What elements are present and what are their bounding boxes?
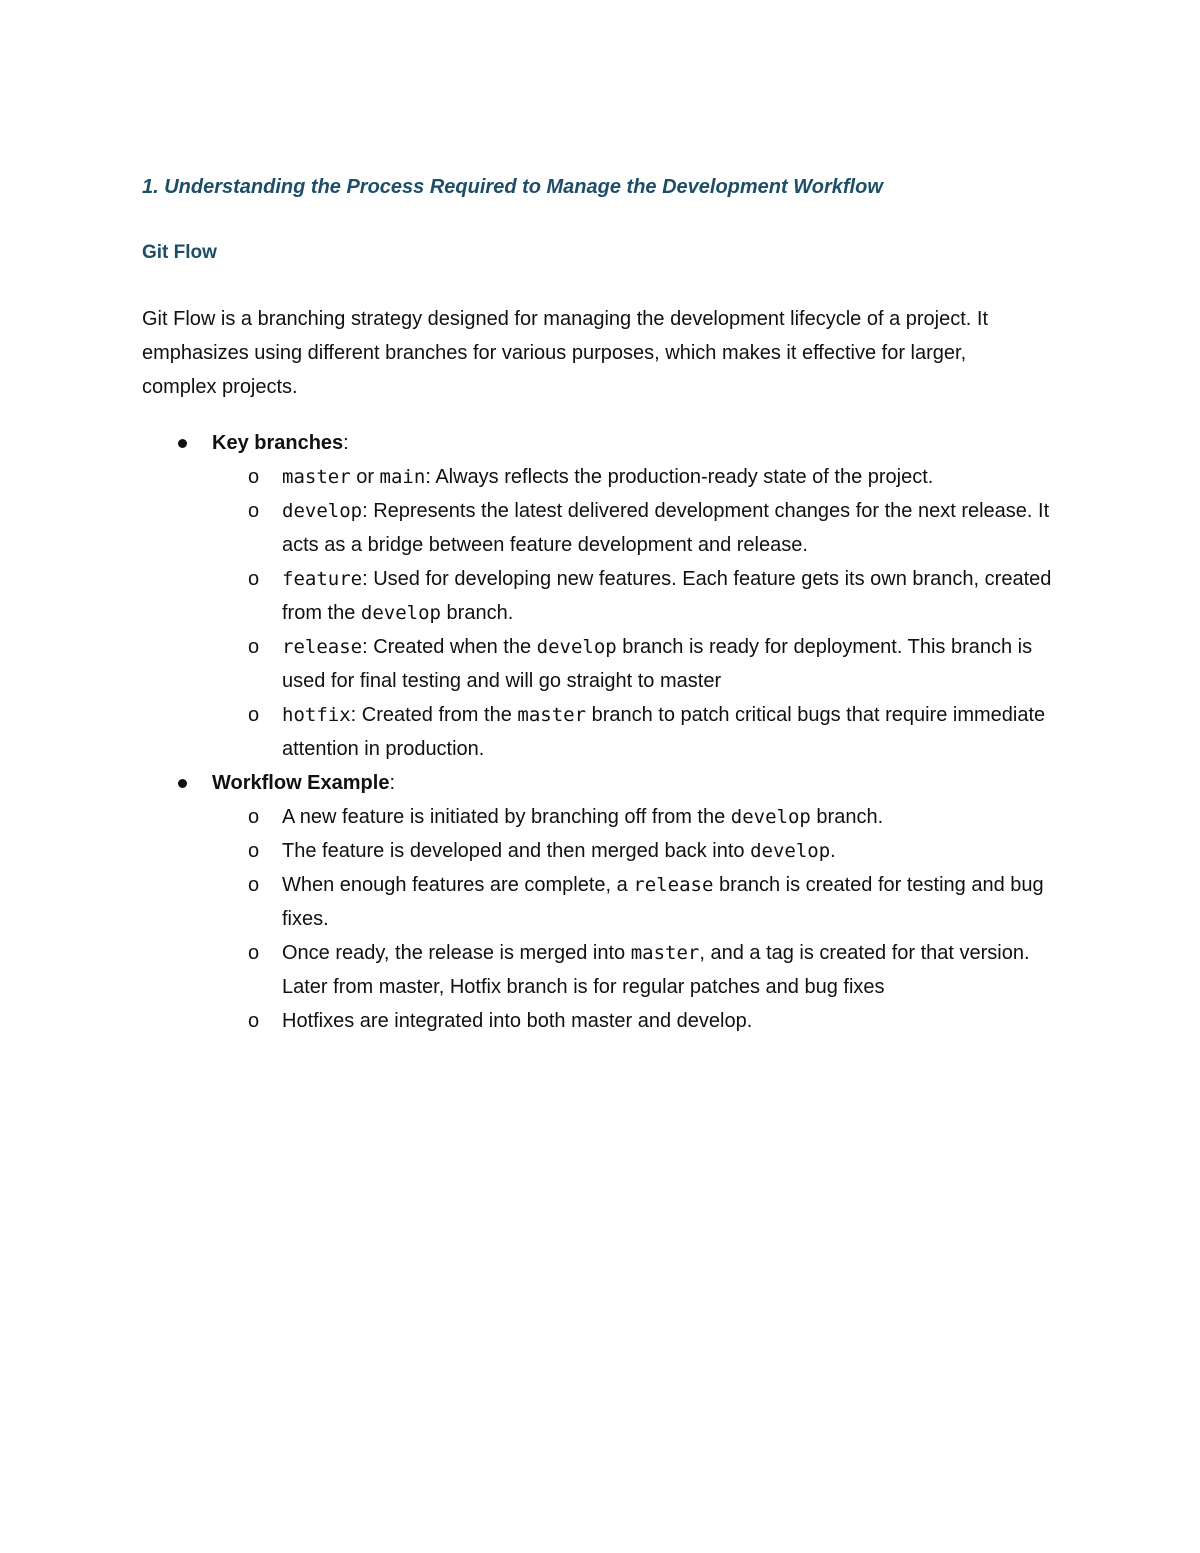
inline-code: hotfix	[282, 704, 351, 726]
item-text: or	[350, 466, 380, 488]
colon: :	[389, 772, 396, 794]
inline-code: develop	[750, 840, 831, 862]
sub-list-item	[212, 494, 1068, 562]
list-item	[142, 766, 1072, 1038]
intro-paragraph: Git Flow is a branching strategy designed for managing the development lifecycle of a project. It emphasizes using different branches for various purposes, which makes it effective for larger, complex projects.	[142, 308, 989, 398]
section-title: Git Flow	[142, 242, 217, 263]
hollow-bullet-icon: o	[248, 466, 260, 488]
item-text: Hotfixes are integrated into both master and develop.	[282, 1010, 753, 1032]
sub-list-item	[212, 868, 1068, 936]
sub-bullet-list	[212, 800, 1072, 1038]
inline-code: master	[630, 942, 700, 964]
hollow-bullet-icon: o	[248, 942, 260, 964]
sub-list-item	[212, 1004, 1068, 1038]
item-text: branch.	[441, 602, 514, 624]
item-text: A new feature is initiated by branching off from the	[282, 806, 731, 828]
inline-code: master	[517, 704, 587, 726]
hollow-bullet-icon: o	[248, 874, 260, 896]
inline-code: master	[282, 466, 351, 488]
colon: :	[343, 432, 349, 454]
inline-code: feature	[282, 568, 363, 590]
item-text: : Created from the	[350, 704, 518, 726]
item-text: branch is ready for deployment. This branch is used for final testing and will go straight to master	[282, 636, 1033, 692]
item-text: : Always reflects the production-ready state of the project.	[425, 466, 934, 488]
item-text: .	[830, 840, 836, 862]
list-item-title-text: Key branches	[212, 432, 344, 454]
inline-code: develop	[282, 500, 363, 522]
inline-code: develop	[730, 806, 811, 828]
list-item-title	[212, 766, 1072, 800]
document-body	[142, 170, 1072, 1038]
item-text: : Created when the	[362, 636, 537, 658]
sub-list-item	[212, 834, 1068, 868]
item-text: : Represents the latest delivered development changes for the next release. It acts as a bridge between feature development and release.	[282, 500, 1050, 556]
sub-list-item	[212, 800, 1068, 834]
sub-list-item	[212, 936, 1068, 1004]
inline-code: develop	[360, 602, 441, 624]
bullet-dot-icon	[178, 439, 187, 448]
inline-code: main	[379, 466, 426, 488]
hollow-bullet-icon: o	[248, 500, 260, 522]
list-item-title-text: Workflow Example	[212, 772, 390, 794]
hollow-bullet-icon: o	[248, 1010, 260, 1032]
item-text: branch is created for testing and bug fixes.	[282, 874, 1044, 930]
hollow-bullet-icon: o	[248, 568, 260, 590]
sub-bullet-list	[212, 460, 1072, 766]
hollow-bullet-icon: o	[248, 806, 260, 828]
item-text: When enough features are complete, a	[282, 874, 634, 896]
item-text: : Used for developing new features. Each feature gets its own branch, created from the	[282, 568, 1052, 624]
list-item	[142, 426, 1072, 766]
inline-code: develop	[536, 636, 617, 658]
item-text: The feature is developed and then merged back into	[282, 840, 751, 862]
item-text: , and a tag is created for that version. Later from master, Hotfix branch is for regular patches and bug fixes	[282, 942, 1030, 998]
document-heading: 1. Understanding the Process Required to Manage the Development Workflow	[142, 176, 883, 198]
item-text: Once ready, the release is merged into	[282, 942, 631, 964]
sub-list-item	[212, 562, 1068, 630]
hollow-bullet-icon: o	[248, 704, 260, 726]
sub-list-item	[212, 698, 1068, 766]
hollow-bullet-icon: o	[248, 636, 260, 658]
hollow-bullet-icon: o	[248, 840, 260, 862]
bullet-dot-icon	[178, 779, 187, 788]
sub-list-item	[212, 460, 1068, 494]
item-text: branch.	[810, 806, 884, 828]
item-text: branch to patch critical bugs that require immediate attention in production.	[282, 704, 1046, 760]
list-item-title	[212, 426, 1072, 460]
sub-list-item	[212, 630, 1068, 698]
inline-code: release	[282, 636, 363, 658]
inline-code: release	[633, 874, 714, 896]
outer-bullet-list	[142, 426, 1072, 1038]
